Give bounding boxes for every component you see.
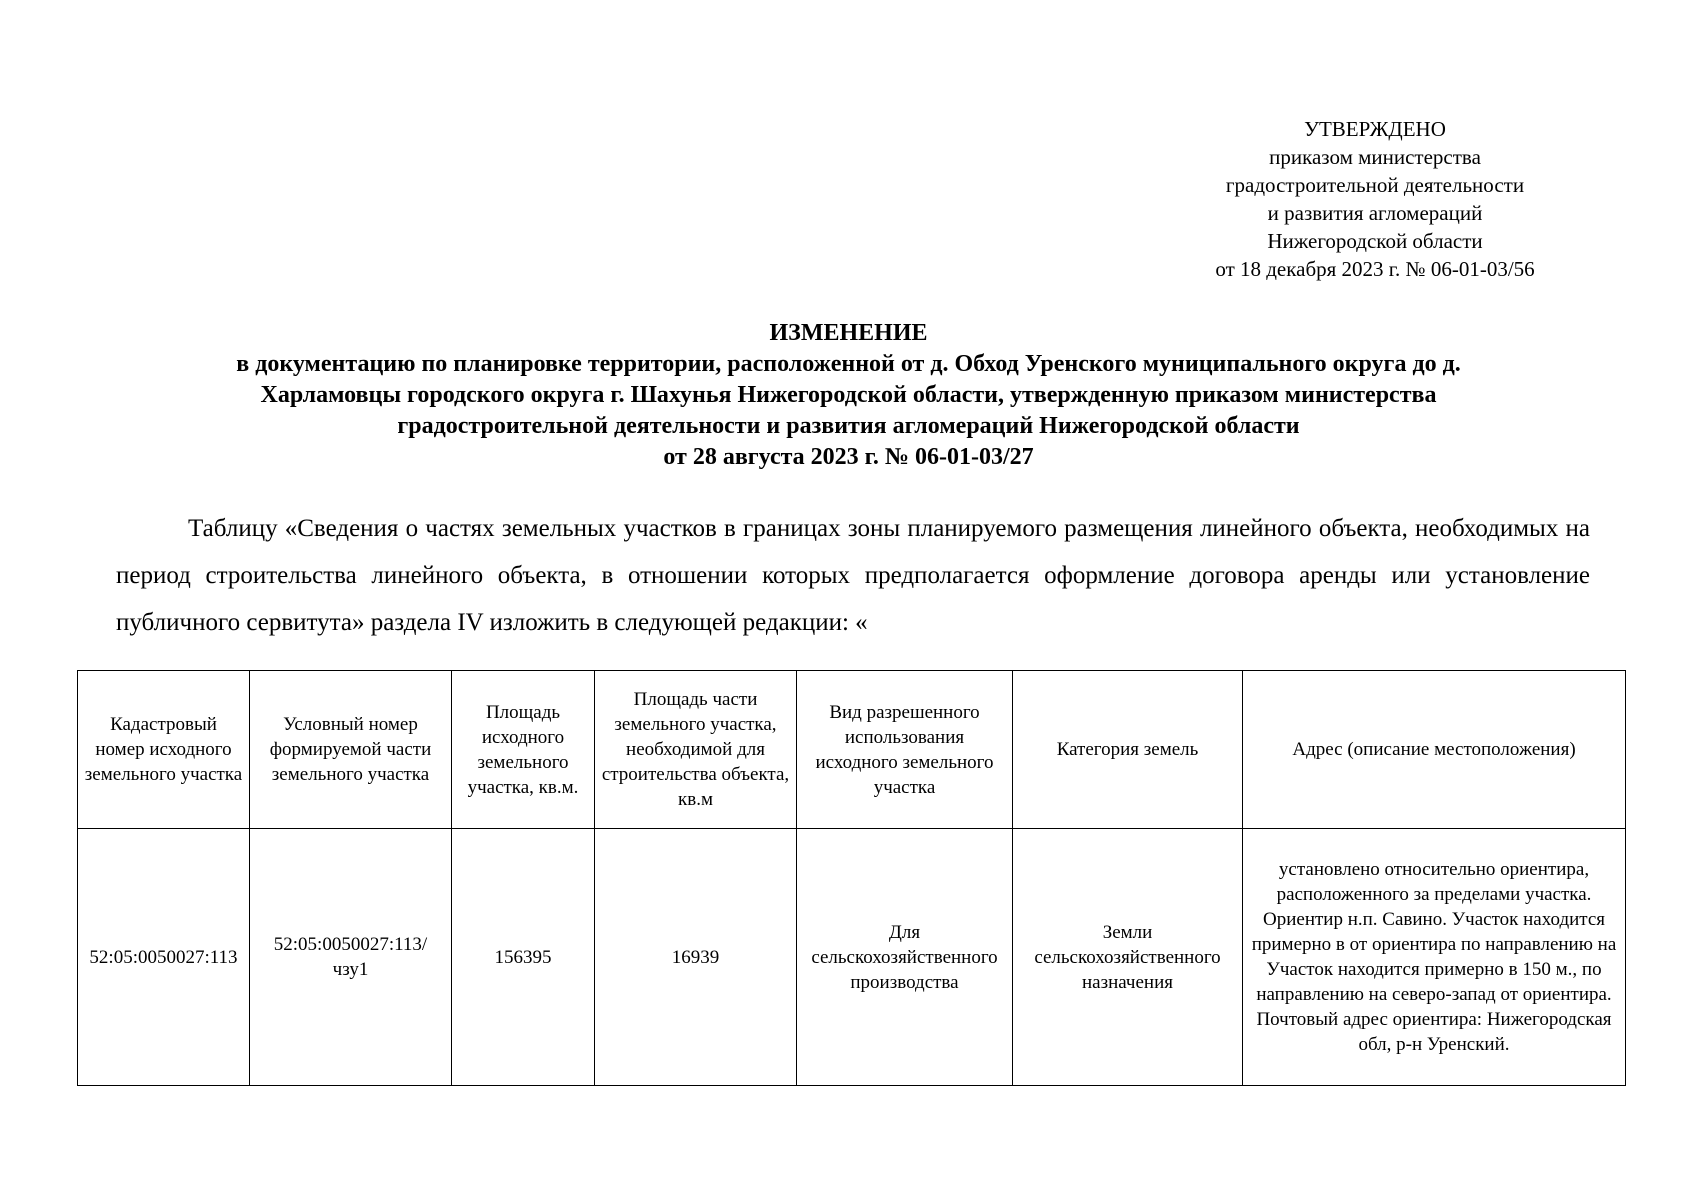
table-row: [78, 829, 1626, 1086]
table-header-row: [78, 671, 1626, 829]
approval-line: УТВЕРЖДЕНО: [1304, 117, 1446, 141]
heading-title: ИЗМЕНЕНИЕ: [769, 320, 928, 346]
cell-address: установлено относительно ориентира, расположенного за пределами участка. Ориентир н.п. Савино. Участок находится примерно в от ориентира по направлению на Участок находится примерно в 150 м., по направлению на северо-запад от ориентира. Почтовый адрес ориентира: Нижегородская обл, р-н Уренский.: [1243, 829, 1626, 1086]
approval-block: [1180, 115, 1570, 283]
header-part-area: Площадь части земельного участка, необходимой для строительства объекта, кв.м: [595, 671, 797, 829]
cell-permitted-use: Для сельскохозяйственного производства: [797, 829, 1013, 1086]
approval-line: Нижегородской области: [1267, 229, 1483, 253]
approval-line: приказом министерства: [1269, 145, 1481, 169]
header-land-category: Категория земель: [1013, 671, 1243, 829]
land-plots-table: [77, 670, 1626, 1086]
body-paragraph: Таблицу «Сведения о частях земельных участков в границах зоны планируемого размещения линейного объекта, необходимых на период строительства линейного объекта, в отношении которых предполагается оформление договора аренды или установление публичного сервитута» раздела IV изложить в следующей редакции: «: [116, 515, 1590, 636]
approval-line: от 18 декабря 2023 г. № 06-01-03/56: [1215, 257, 1535, 281]
document-heading: [60, 318, 1637, 473]
cell-land-category: Земли сельскохозяйственного назначения: [1013, 829, 1243, 1086]
heading-line: в документацию по планировке территории, расположенной от д. Обход Уренского муниципального округа до д.: [236, 351, 1461, 377]
header-part-number: Условный номер формируемой части земельного участка: [250, 671, 452, 829]
header-source-area: Площадь исходного земельного участка, кв.м.: [452, 671, 595, 829]
cell-part-area: 16939: [595, 829, 797, 1086]
heading-line: Харламовцы городского округа г. Шахунья Нижегородской области, утвержденную приказом министерства: [260, 382, 1437, 408]
cell-source-area: 156395: [452, 829, 595, 1086]
heading-line: от 28 августа 2023 г. № 06-01-03/27: [663, 444, 1034, 470]
header-cadastral-number: Кадастровый номер исходного земельного участка: [78, 671, 250, 829]
cell-part-number: 52:05:0050027:113/чзу1: [250, 829, 452, 1086]
header-address: Адрес (описание местоположения): [1243, 671, 1626, 829]
approval-line: градостроительной деятельности: [1225, 173, 1525, 197]
heading-line: градостроительной деятельности и развития агломераций Нижегородской области: [397, 413, 1300, 439]
cell-cadastral-number: 52:05:0050027:113: [78, 829, 250, 1086]
approval-line: и развития агломераций: [1267, 201, 1483, 225]
header-permitted-use: Вид разрешенного использования исходного земельного участка: [797, 671, 1013, 829]
